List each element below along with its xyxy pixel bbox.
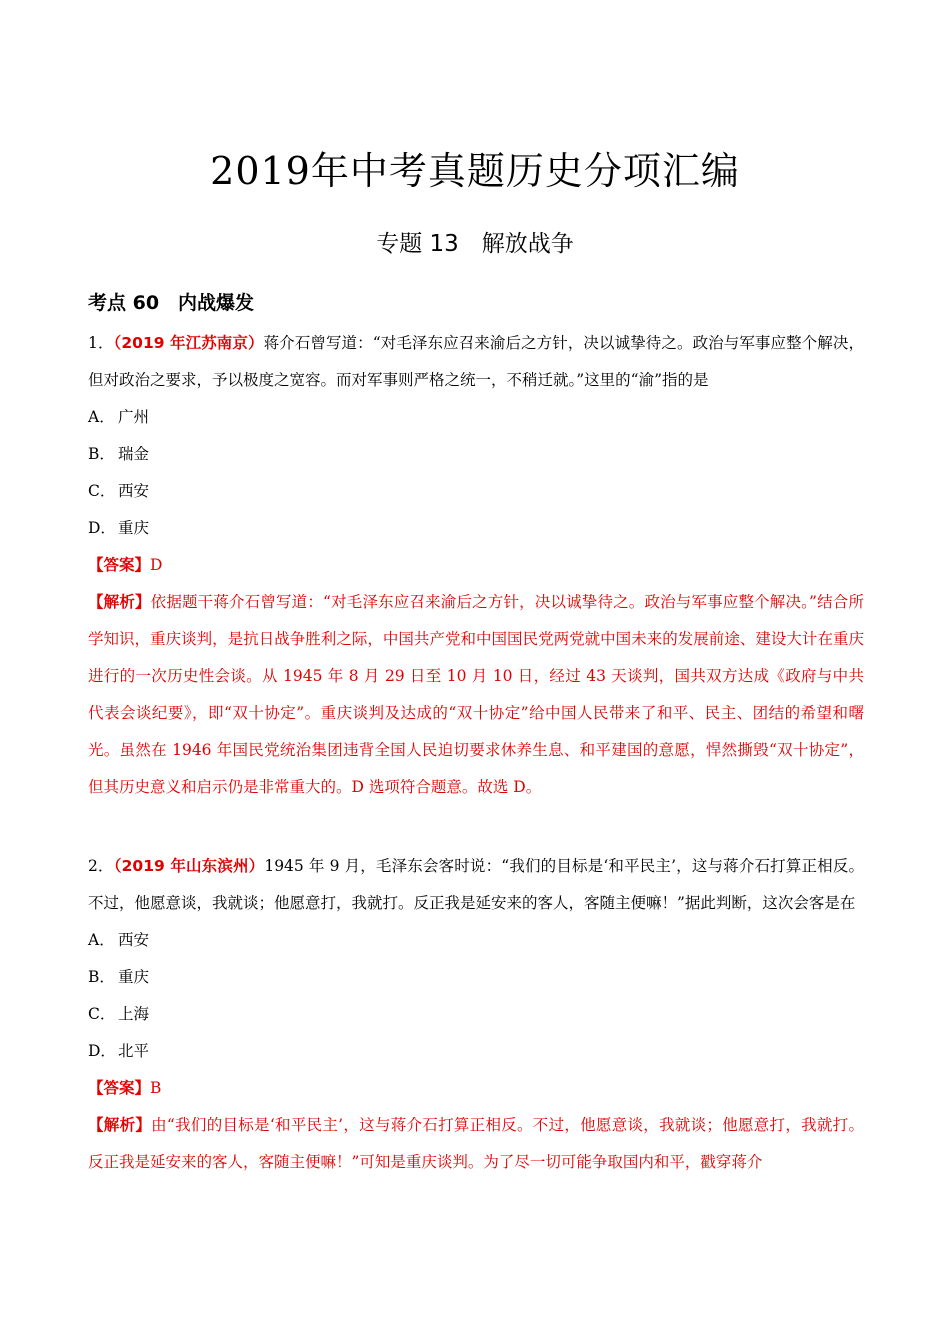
analysis-text: 依据题干蒋介石曾写道：“对毛泽东应召来渝后之方针，决以诚挚待之。政治与军事应整个解决。”结合所学知识，重庆谈判，是抗日战争胜利之际，中国共产党和中国国民党两党就中国未来的发展前途、建设大计在重庆进行的一次历史性会谈。从 1945 年 8 月 29 日至 10 月 10 日，经过 43 天谈判，国共双方达成《政府与中共代表会谈纪要》，即“双十协定”。重庆谈判及达成的“双十协定”给中国人民带来了和平、民主、团结的希望和曙光。虽然在 1946 年国民党统治集团违背全国人民迫切要求休养生息、和平建国的意愿，悍然撕毁“双十协定”，但其历史意义和启示仍是非常重大的。D 选项符合题意。故选 D。 (88, 593, 864, 796)
option-a: A． 西安 (88, 931, 150, 949)
question-stem (88, 848, 864, 922)
document-subtitle: 专题 13 解放战争 (376, 231, 574, 257)
question-text: 1945 年 9 月，毛泽东会客时说：“我们的目标是‘和平民主’，这与蒋介石打算正相反。不过，他愿意谈，我就谈；他愿意打，我就打。反正我是延安来的客人，客随主便嘛！”据此判断，这次会客是在 (88, 857, 864, 912)
option-d: D． 北平 (88, 1042, 150, 1060)
question-2 (88, 848, 864, 1181)
document-title: 2019年中考真题历史分项汇编 (210, 149, 740, 193)
analysis (88, 584, 864, 806)
question-1 (88, 325, 864, 806)
analysis-label: 【解析】 (88, 593, 151, 611)
question-text: 蒋介石曾写道：“对毛泽东应召来渝后之方针，决以诚挚待之。政治与军事应整个解决，但对政治之要求，予以极度之宽容。而对军事则严格之统一，不稍迁就。”这里的“渝”指的是 (88, 334, 864, 389)
question-stem (88, 325, 864, 399)
answer-line (88, 1070, 864, 1107)
question-source: （2019 年山东滨州） (113, 857, 265, 875)
option-d: D． 重庆 (88, 519, 150, 537)
question-number: 1． (88, 334, 114, 352)
analysis-label: 【解析】 (88, 1116, 152, 1134)
analysis (88, 1107, 864, 1181)
option-c: C． 上海 (88, 1005, 150, 1023)
question-number: 2． (88, 857, 114, 875)
option-b: B． 瑞金 (88, 445, 150, 463)
option-b: B． 重庆 (88, 968, 150, 986)
section-heading: 考点 60 内战爆发 (88, 292, 255, 314)
analysis-text: 由“我们的目标是‘和平民主’，这与蒋介石打算正相反。不过，他愿意谈，我就谈；他愿意打，我就打。反正我是延安来的客人，客随主便嘛！”可知是重庆谈判。为了尽一切可能争取国内和平，戳穿蒋介 (88, 1116, 864, 1171)
answer-value: D (150, 556, 163, 574)
answer-label: 【答案】 (88, 1079, 151, 1097)
answer-line (88, 547, 864, 584)
answer-value: B (150, 1079, 162, 1097)
answer-label: 【答案】 (88, 556, 151, 574)
question-source: （2019 年江苏南京） (113, 334, 264, 352)
option-a: A． 广州 (88, 408, 150, 426)
option-c: C． 西安 (88, 482, 150, 500)
